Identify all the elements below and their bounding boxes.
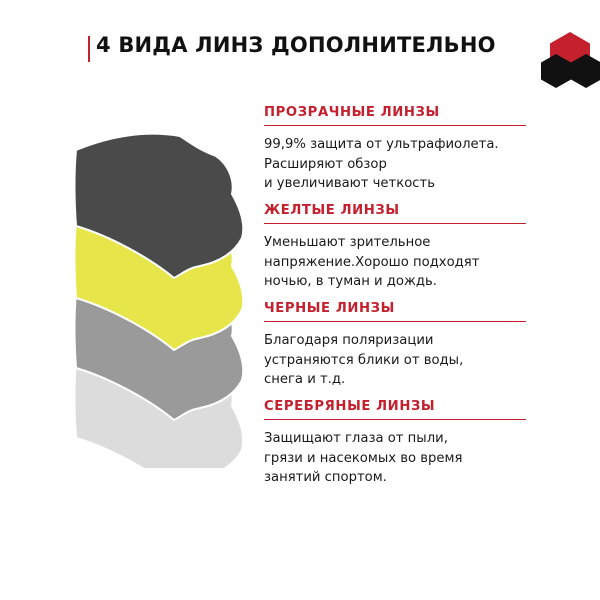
hexagon-logo-icon <box>538 32 600 112</box>
section-description <box>264 233 539 292</box>
section-yellow-lenses <box>264 202 539 300</box>
description-line: Уменьшают зрительное <box>264 235 431 250</box>
description-line: Расширяют обзор <box>264 156 387 172</box>
description-line: ночью, в туман и дождь. <box>264 274 437 289</box>
section-clear-lenses <box>264 104 539 202</box>
description-line: Благодаря поляризации <box>264 333 434 348</box>
section-divider <box>264 419 526 420</box>
description-line: 99,9% защита от ультрафиолета. <box>264 137 499 152</box>
section-silver-lenses <box>264 398 539 496</box>
section-description <box>264 135 539 194</box>
description-line: снега и т.д. <box>264 372 346 387</box>
lens-sections <box>264 104 539 496</box>
section-description <box>264 429 539 488</box>
description-line: и увеличивают четкость <box>264 176 435 191</box>
section-title: ЧЕРНЫЕ ЛИНЗЫ <box>264 301 395 316</box>
section-divider <box>264 125 526 126</box>
page-title: 4 ВИДА ЛИНЗ ДОПОЛНИТЕЛЬНО <box>96 33 496 57</box>
section-divider <box>264 321 526 322</box>
section-description <box>264 331 539 390</box>
section-divider <box>264 223 526 224</box>
description-line: напряжение.Хорошо подходят <box>264 254 480 270</box>
section-title: ПРОЗРАЧНЫЕ ЛИНЗЫ <box>264 105 440 120</box>
title-accent-bar <box>88 36 90 62</box>
header <box>78 30 523 70</box>
section-black-lenses <box>264 300 539 398</box>
description-line: грязи и насекомых во время <box>264 450 463 466</box>
section-title: СЕРЕБРЯНЫЕ ЛИНЗЫ <box>264 399 436 414</box>
description-line: Защищают глаза от пыли, <box>264 431 448 446</box>
lens-stack-illustration <box>70 128 260 468</box>
description-line: устраняются блики от воды, <box>264 352 464 368</box>
section-title: ЖЕЛТЫЕ ЛИНЗЫ <box>264 203 400 218</box>
description-line: занятий спортом. <box>264 470 387 485</box>
